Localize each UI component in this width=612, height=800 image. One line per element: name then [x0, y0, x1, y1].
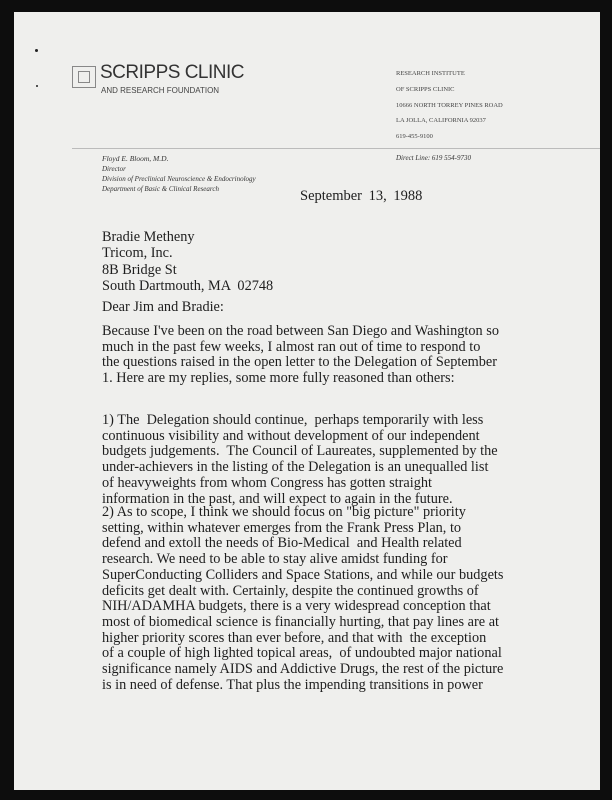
paragraph-line: Because I've been on the road between San Diego and Washington so	[102, 323, 499, 339]
sender-division: Division of Preclinical Neuroscience & Endocrinology	[102, 175, 256, 183]
paragraph-line: 1) The Delegation should continue, perhaps temporarily with less	[102, 412, 484, 428]
paragraph-line: of heavyweights from whom Congress has gotten straight	[102, 474, 432, 491]
paragraph-line: much in the past few weeks, I almost ran out of time to respond to	[102, 338, 481, 355]
paragraph-line: of a couple of high lighted topical areas, of undoubted major national	[102, 645, 502, 662]
sender-title: Director	[102, 165, 126, 173]
institute-line: LA JOLLA, CALIFORNIA 92037	[396, 117, 486, 124]
paragraph-line: information in the past, and will expect to again in the future.	[102, 490, 453, 507]
recipient-line: South Dartmouth, MA 02748	[102, 277, 274, 294]
institute-line: RESEARCH INSTITUTE	[396, 70, 465, 77]
paragraph-line: most of biomedical science is financially hurting, that pay lines are at	[102, 613, 500, 630]
sender-name: Floyd E. Bloom, M.D.	[102, 154, 169, 163]
paragraph-line: defend and extoll the needs of Bio-Medical and Health related	[102, 535, 462, 552]
paragraph-line: is in need of defense. That plus the impending transitions in power	[102, 676, 483, 693]
divider	[72, 148, 600, 149]
recipient-line: Tricom, Inc.	[102, 245, 173, 262]
paragraph-line: under-achievers in the listing of the Delegation is an unequalled list	[102, 459, 489, 476]
paragraph-line: 1. Here are my replies, some more fully reasoned than others:	[102, 370, 455, 387]
sender-department: Department of Basic & Clinical Research	[102, 185, 219, 193]
recipient-line: Bradie Metheny	[102, 229, 195, 245]
paragraph-line: deficits get dealt with. Certainly, despite the continued growths of	[102, 582, 479, 599]
paragraph-line: budgets judgements. The Council of Laureates, supplemented by the	[102, 443, 498, 460]
org-name: SCRIPPS CLINIC	[100, 62, 244, 83]
paragraph-line: higher priority scores than ever before, and that with the exception	[102, 629, 487, 646]
recipient-line: 8B Bridge St	[102, 261, 177, 278]
institute-line: OF SCRIPPS CLINIC	[396, 86, 455, 93]
paragraph-line: setting, within whatever emerges from the Frank Press Plan, to	[102, 519, 462, 536]
letter-date: September 13, 1988	[300, 188, 423, 204]
salutation: Dear Jim and Bradie:	[102, 299, 224, 315]
paragraph-line: SuperConducting Colliders and Space Stations, and while our budgets	[102, 566, 504, 583]
hole-punch-mark	[35, 49, 38, 52]
paragraph-line: NIH/ADAMHA budgets, there is a very widespread conception that	[102, 598, 491, 615]
org-subtitle: AND RESEARCH FOUNDATION	[101, 86, 220, 95]
institute-line: 619-455-9100	[396, 133, 433, 140]
direct-line: Direct Line: 619 554-9730	[396, 154, 471, 162]
paragraph-line: significance namely AIDS and Addictive Drugs, the rest of the picture	[102, 661, 504, 677]
paragraph-line: continuous visibility and without development of our independent	[102, 427, 480, 444]
institute-line: 10666 NORTH TORREY PINES ROAD	[396, 102, 503, 109]
paragraph-line: the questions raised in the open letter to the Delegation of September	[102, 354, 498, 371]
paragraph-line: 2) As to scope, I think we should focus on "big picture" priority	[102, 504, 466, 520]
paragraph-line: research. We need to be able to stay alive amidst funding for	[102, 551, 448, 568]
logo-icon	[72, 66, 96, 88]
hole-punch-mark	[36, 85, 38, 87]
